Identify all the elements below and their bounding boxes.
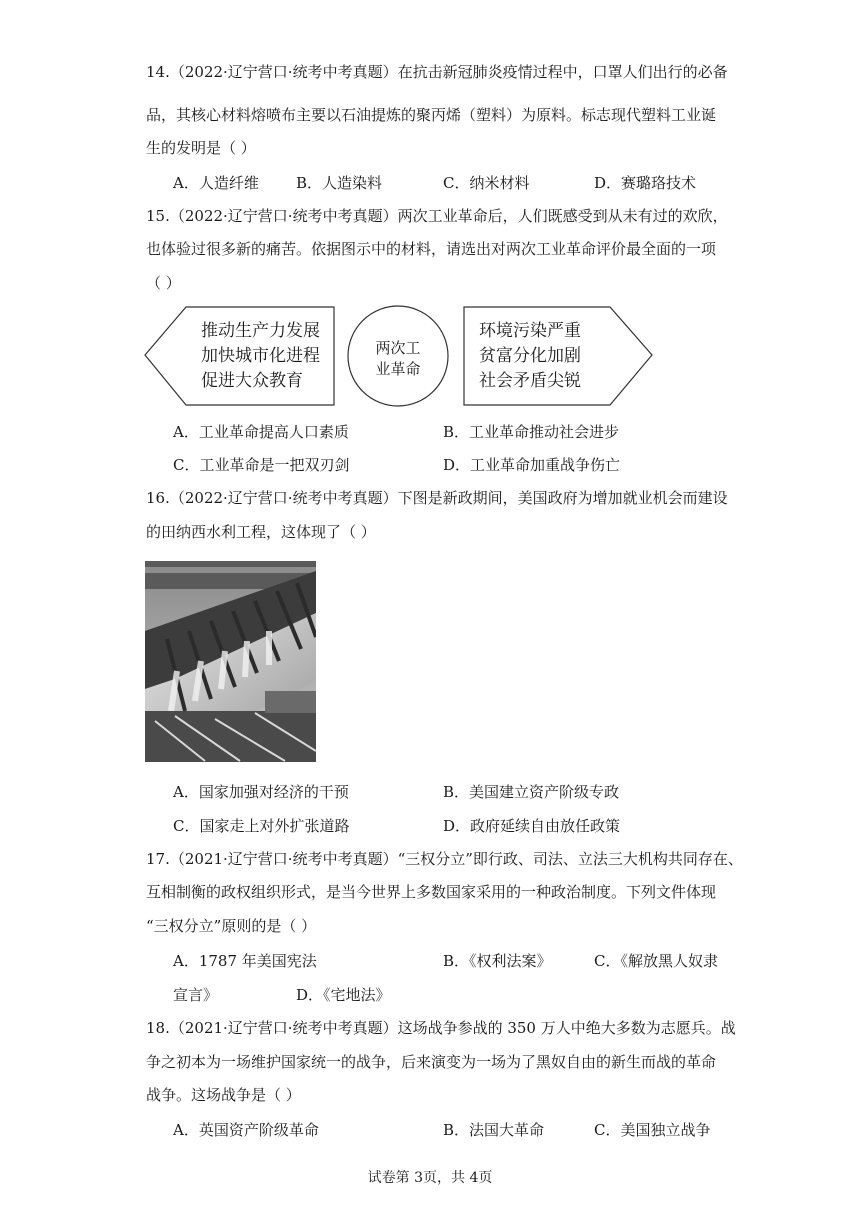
q18-option-b: B．法国大革命 xyxy=(443,1121,545,1139)
q14-option-a: A．人造纤维 xyxy=(173,174,259,192)
q17-option-d: D．《宅地法》 xyxy=(296,986,391,1004)
diagram-left-line-2: 加快城市化进程 xyxy=(201,346,320,366)
diagram-right-line-3: 社会矛盾尖锐 xyxy=(479,371,581,391)
q16-option-b: B．美国建立资产阶级专政 xyxy=(443,783,620,801)
q17-stem-line-2: 互相制衡的政权组织形式，是当今世界上多数国家采用的一种政治制度。下列文件体现 xyxy=(146,883,717,901)
q17-option-b: B．《权利法案》 xyxy=(443,952,552,970)
q15-option-a: A．工业革命提高人口素质 xyxy=(173,423,349,441)
q14-option-c: C．纳米材料 xyxy=(443,174,530,192)
q18-stem-line-2: 争之初本为一场维护国家统一的战争，后来演变为一场为了黑奴自由的新生而战的革命 xyxy=(146,1053,717,1071)
q15-stem-line-3: （ ） xyxy=(146,274,181,292)
q16-stem-line-1: 16.（2022·辽宁营口·统考中考真题）下图是新政期间，美国政府为增加就业机会而建设 xyxy=(146,489,728,507)
q17-stem-line-1: 17.（2021·辽宁营口·统考中考真题）“三权分立”即行政、司法、立法三大机构共同存在、 xyxy=(146,850,743,868)
q16-option-c: C．国家走上对外扩张道路 xyxy=(173,817,350,835)
q15-stem-line-1: 15.（2022·辽宁营口·统考中考真题）两次工业革命后，人们既感受到从未有过的欢欣， xyxy=(146,207,728,225)
q15-option-b: B．工业革命推动社会进步 xyxy=(443,423,620,441)
q14-stem-line-3: 生的发明是（ ） xyxy=(146,139,256,157)
q17-option-a: A．1787 年美国宪法 xyxy=(173,952,317,970)
q15-stem-line-2: 也体验过很多新的痛苦。依据图示中的材料，请选出对两次工业革命评价最全面的一项 xyxy=(146,240,717,258)
q17-stem-line-3: “三权分立”原则的是（ ） xyxy=(146,917,317,935)
q14-stem-line-2: 品，其核心材料熔喷布主要以石油提炼的聚丙烯（塑料）为原料。标志现代塑料工业诞 xyxy=(146,106,717,124)
q14-stem-line-1: 14.（2022·辽宁营口·统考中考真题）在抗击新冠肺炎疫情过程中，口罩人们出行的必备 xyxy=(146,63,728,81)
q16-stem-line-2: 的田纳西水利工程，这体现了（ ） xyxy=(146,523,376,541)
q18-stem-line-1: 18.（2021·辽宁营口·统考中考真题）这场战争参战的 350 万人中绝大多数为志愿兵。战 xyxy=(146,1019,736,1037)
industrial-revolution-diagram xyxy=(144,305,654,409)
q18-option-a: A．英国资产阶级革命 xyxy=(173,1121,319,1139)
q15-option-d: D．工业革命加重战争伤亡 xyxy=(443,456,621,474)
q16-option-a: A．国家加强对经济的干预 xyxy=(173,783,349,801)
page-footer: 试卷第 3页，共 4页 xyxy=(367,1170,493,1186)
q18-stem-line-3: 战争。这场战争是（ ） xyxy=(146,1086,301,1104)
diagram-left-line-3: 促进大众教育 xyxy=(201,371,303,391)
q17-option-c: C．《解放黑人奴隶 xyxy=(594,952,718,970)
q14-option-d: D．赛璐珞技术 xyxy=(594,174,697,192)
tennessee-dam-photo xyxy=(145,561,316,762)
q17-option-c-continued: 宣言》 xyxy=(173,986,219,1004)
diagram-right-line-2: 贫富分化加剧 xyxy=(479,346,581,366)
diagram-right-line-1: 环境污染严重 xyxy=(479,321,581,341)
diagram-left-line-1: 推动生产力发展 xyxy=(201,321,320,341)
q16-option-d: D．政府延续自由放任政策 xyxy=(443,817,621,835)
q14-option-b: B．人造染料 xyxy=(296,174,383,192)
q15-option-c: C．工业革命是一把双刃剑 xyxy=(173,456,350,474)
diagram-center-line-1: 两次工 xyxy=(375,339,421,357)
diagram-center-line-2: 业革命 xyxy=(375,360,421,378)
q18-option-c: C．美国独立战争 xyxy=(594,1121,711,1139)
